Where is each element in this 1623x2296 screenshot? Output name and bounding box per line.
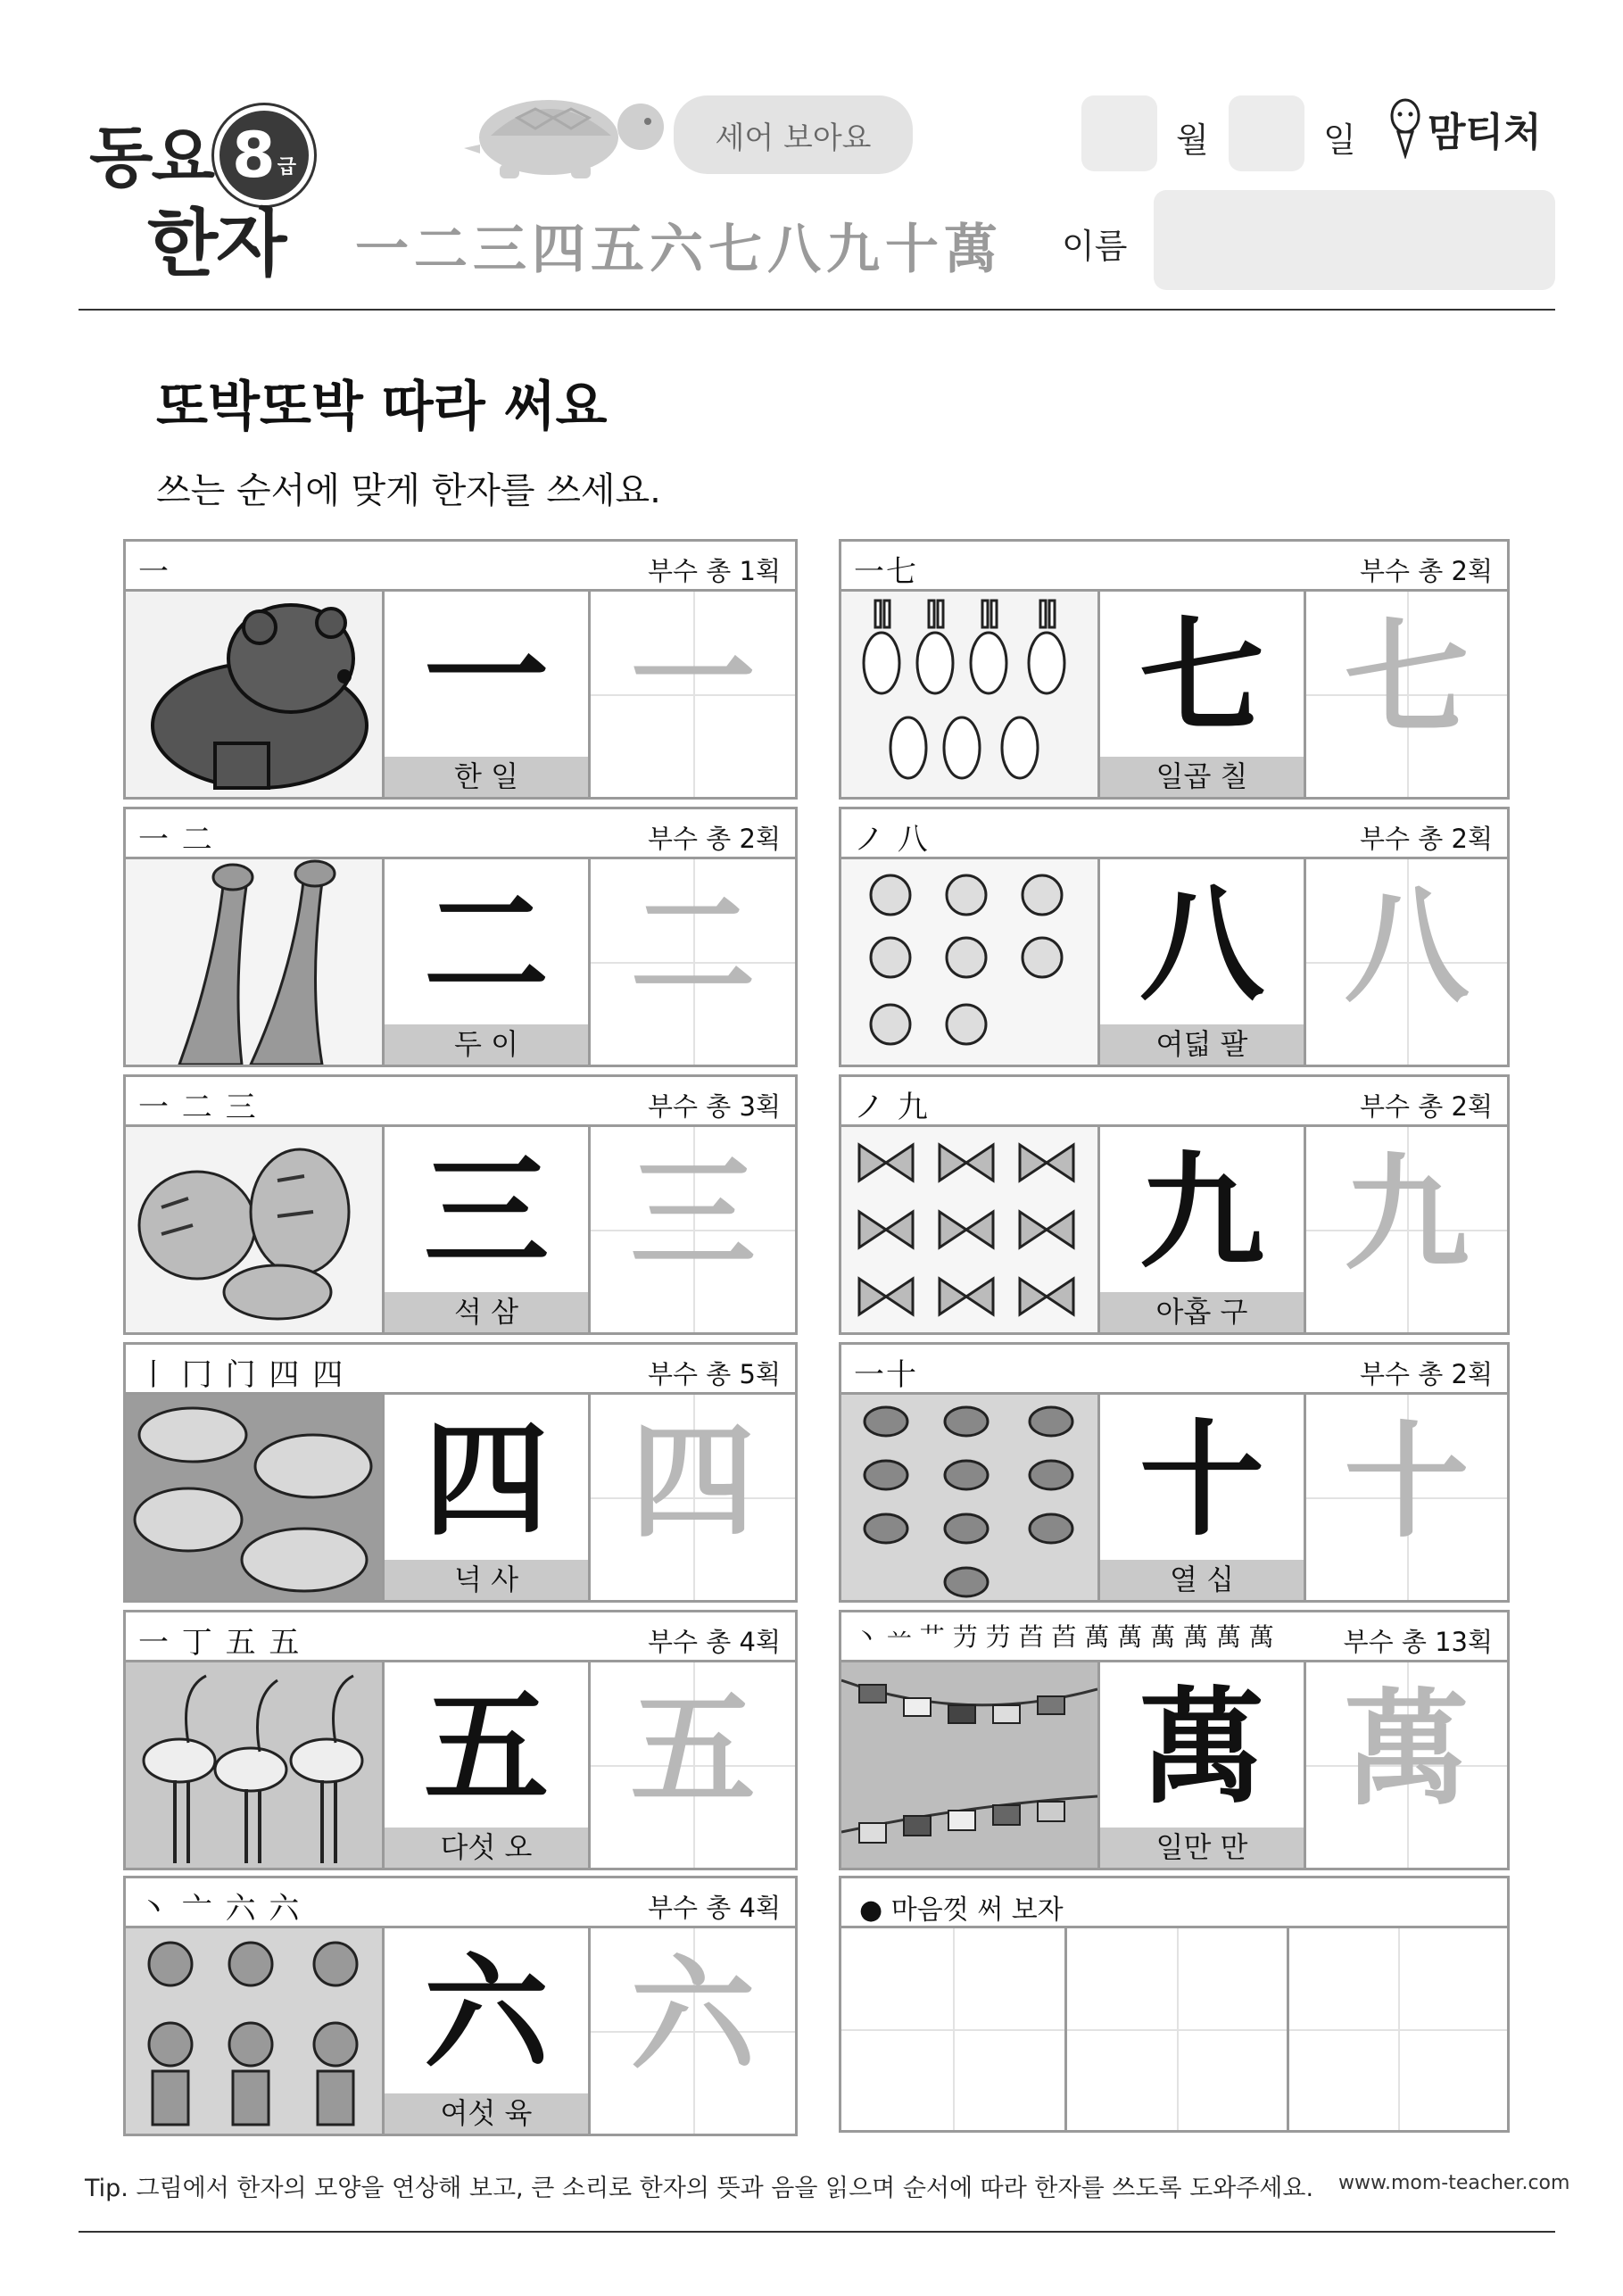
trace-character: 九 (1344, 1141, 1470, 1288)
hanja-meaning: 아홉 구 (1100, 1292, 1304, 1332)
hanja-character: 十 (1139, 1407, 1264, 1554)
trace-box[interactable] (1306, 859, 1507, 1065)
hanja-character: 九 (1139, 1140, 1264, 1286)
card-hanja-10000 (839, 1610, 1510, 1870)
chicks-illustration (841, 859, 1100, 1065)
trace-character: 萬 (1344, 1677, 1470, 1823)
month-label: 월 (1176, 120, 1209, 160)
stroke-order: 丨 冂 门 四 四 (138, 1357, 345, 1393)
trace-character: 五 (630, 1677, 756, 1823)
stroke-order: 一七 (854, 554, 918, 590)
stroke-order: 一 (138, 554, 170, 590)
card-hanja-7 (839, 539, 1510, 800)
stroke-order: 一 二 三 (138, 1090, 258, 1125)
trace-character: 二 (630, 874, 756, 1020)
hanja-character: 七 (1139, 604, 1264, 750)
stroke-order: 丶 亠 六 六 (138, 1891, 302, 1927)
rabbits-illustration (841, 592, 1100, 797)
trace-box[interactable] (591, 1395, 795, 1600)
site-url: www.mom-teacher.com (1338, 2172, 1570, 2194)
trace-character: 三 (630, 1141, 756, 1288)
hanja-character: 八 (1139, 872, 1264, 1018)
grade-unit: 급 (277, 155, 296, 178)
trace-character: 六 (630, 1943, 756, 2089)
hanja-meaning: 넉 사 (385, 1560, 588, 1600)
trace-character: 四 (630, 1409, 756, 1555)
hanja-meaning: 열 십 (1100, 1560, 1304, 1600)
trace-character: 十 (1344, 1409, 1470, 1555)
header-divider (79, 309, 1555, 311)
free-write-box[interactable] (1067, 1928, 1289, 2130)
hanzi-list: 一二三四五六七八九十萬 (355, 219, 1003, 281)
pencil-icon (1387, 96, 1423, 159)
card-hanja-1 (123, 539, 798, 800)
hanja-character: 二 (423, 872, 549, 1018)
trace-box[interactable] (591, 1127, 795, 1332)
stroke-count: 부수 총 1획 (648, 556, 781, 586)
card-hanja-10 (839, 1342, 1510, 1603)
stroke-order: 一 二 (138, 822, 214, 858)
instruction-text: 쓰는 순서에 맞게 한자를 쓰세요. (156, 470, 661, 511)
card-hanja-6 (123, 1876, 798, 2136)
hanja-character: 一 (423, 604, 549, 750)
trace-box[interactable] (1306, 1127, 1507, 1332)
trace-box[interactable] (591, 592, 795, 797)
hanja-meaning: 한 일 (385, 757, 588, 797)
hanja-meaning: 여섯 육 (385, 2093, 588, 2134)
turtle-icon (464, 82, 669, 180)
stroke-order: ノ 八 (854, 822, 930, 858)
birds-illustration (841, 1395, 1100, 1600)
free-write-card (839, 1876, 1510, 2133)
day-input-box[interactable] (1229, 95, 1304, 171)
bear-illustration (126, 592, 385, 797)
hanja-character: 萬 (1139, 1675, 1264, 1821)
free-write-box[interactable] (1289, 1928, 1507, 2130)
brand-logo: 맘티처 (1428, 110, 1542, 155)
card-hanja-3 (123, 1074, 798, 1335)
footer-divider (79, 2231, 1555, 2233)
stroke-count: 부수 총 2획 (648, 824, 781, 854)
stroke-count: 부수 총 3획 (648, 1091, 781, 1122)
flags-illustration (841, 1662, 1100, 1868)
hippos-illustration (126, 1395, 385, 1600)
hanja-character: 五 (423, 1675, 549, 1821)
free-write-label: ● 마음껏 써 보자 (859, 1894, 1064, 1926)
trace-character: 八 (1344, 874, 1470, 1020)
card-hanja-2 (123, 807, 798, 1067)
card-hanja-4 (123, 1342, 798, 1603)
logo-text-bottom: 한자 (147, 202, 286, 286)
free-write-box[interactable] (841, 1928, 1067, 2130)
butterflies-illustration (841, 1127, 1100, 1332)
stroke-count: 부수 총 5획 (648, 1359, 781, 1389)
hanja-character: 四 (423, 1407, 549, 1554)
trace-box[interactable] (1306, 1662, 1507, 1868)
trace-character: 一 (630, 606, 756, 752)
day-label: 일 (1323, 120, 1356, 160)
stroke-count: 부수 총 13획 (1343, 1627, 1493, 1657)
name-label: 이름 (1062, 227, 1128, 266)
name-input-box[interactable] (1154, 190, 1555, 290)
hanja-meaning: 다섯 오 (385, 1828, 588, 1868)
flamingos-illustration (126, 1662, 385, 1868)
hanja-character: 六 (423, 1941, 549, 2087)
hanja-meaning: 일곱 칠 (1100, 757, 1304, 797)
stroke-count: 부수 총 4획 (648, 1893, 781, 1923)
tip-text: Tip. 그림에서 한자의 모양을 연상해 보고, 큰 소리로 한자의 뜻과 음을 읽으며 순서에 따라 한자를 쓰도록 도와주세요. (85, 2175, 1314, 2202)
section-title: 또박또박 따라 써요 (156, 376, 608, 438)
card-hanja-9 (839, 1074, 1510, 1335)
stroke-count: 부수 총 2획 (1360, 556, 1493, 586)
hanja-meaning: 석 삼 (385, 1292, 588, 1332)
trace-character: 七 (1344, 606, 1470, 752)
trace-box[interactable] (591, 1662, 795, 1868)
logo-text-top: 동요 (89, 120, 213, 196)
stroke-count: 부수 총 2획 (1360, 1091, 1493, 1122)
trace-box[interactable] (1306, 1395, 1507, 1600)
card-hanja-5 (123, 1610, 798, 1870)
card-hanja-8 (839, 807, 1510, 1067)
trace-box[interactable] (591, 859, 795, 1065)
giraffes-illustration (126, 859, 385, 1065)
tigers-illustration (126, 1127, 385, 1332)
grade-number: 8 (232, 119, 276, 192)
monkeys-illustration (126, 1928, 385, 2134)
stroke-count: 부수 총 4획 (648, 1627, 781, 1657)
trace-box[interactable] (591, 1928, 795, 2134)
trace-box[interactable] (1306, 592, 1507, 797)
stroke-count: 부수 총 2획 (1360, 824, 1493, 854)
hanja-meaning: 여덟 팔 (1100, 1024, 1304, 1065)
hanja-meaning: 일만 만 (1100, 1828, 1304, 1868)
month-input-box[interactable] (1081, 95, 1157, 171)
hanja-character: 三 (423, 1140, 549, 1286)
stroke-order: ノ 九 (854, 1090, 930, 1125)
stroke-order: 丶 䒑 艹 芀 芀 苩 苩 萬 萬 萬 萬 萬 萬 (854, 1622, 1274, 1652)
hanja-meaning: 두 이 (385, 1024, 588, 1065)
stroke-count: 부수 총 2획 (1360, 1359, 1493, 1389)
stroke-order: 一 丁 五 五 (138, 1625, 302, 1661)
topic-pill: 세어 보아요 (674, 95, 913, 174)
stroke-order: 一十 (854, 1357, 918, 1393)
